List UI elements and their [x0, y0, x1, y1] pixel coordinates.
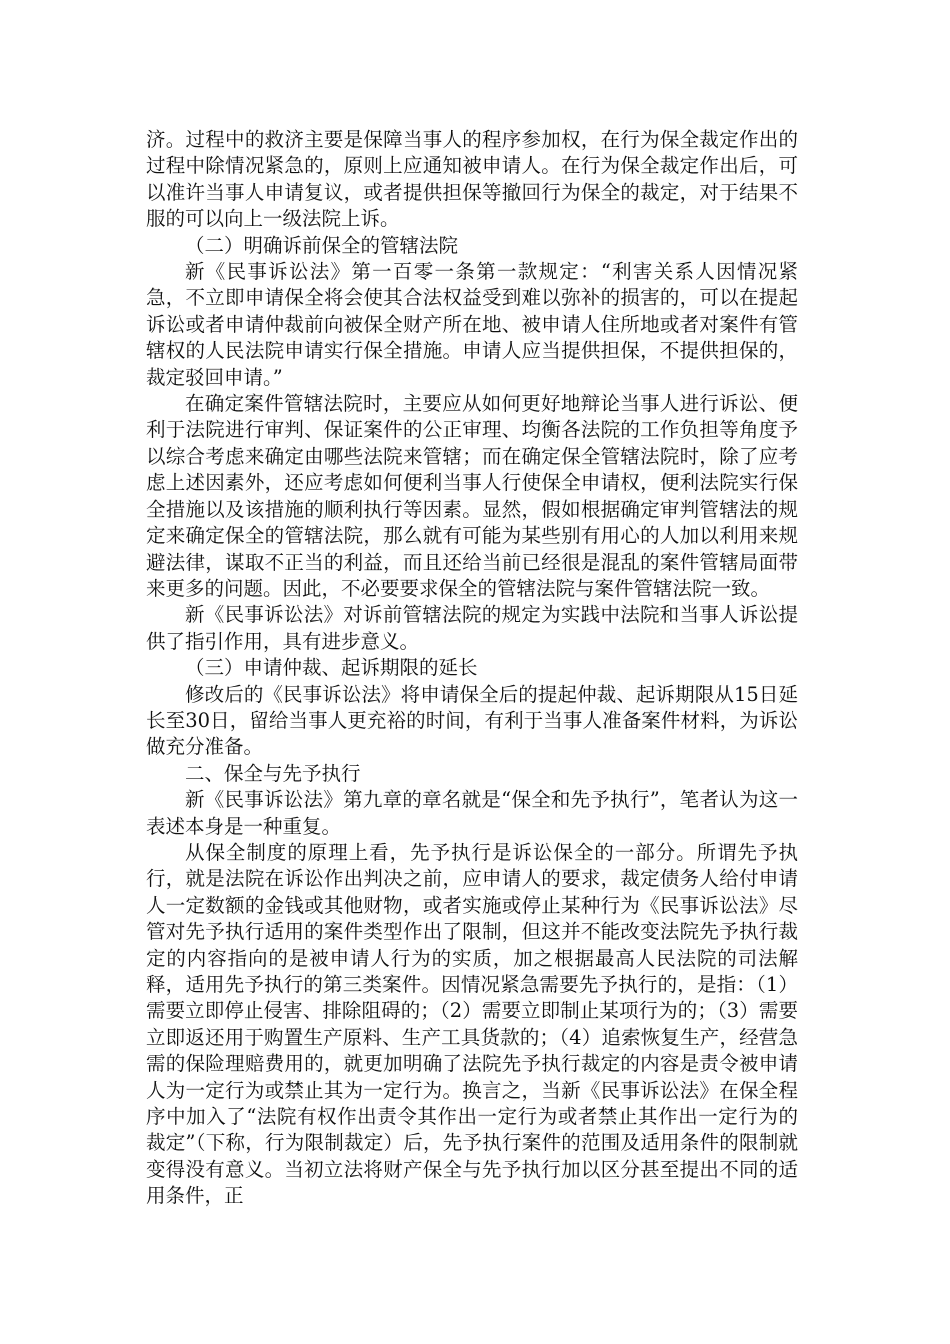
section-heading-jurisdiction: （二）明确诉前保全的管辖法院: [185, 233, 459, 257]
paragraph-continuation: 济。过程中的救济主要是保障当事人的程序参加权，在行为保全裁定作出的过程中除情况紧急的，原则上应通知被申请人。在行为保全裁定作出后，可以准许当事人申请复议，或者提供担保等撤回行为保全的裁定，对于结果不服的可以向上一级法院上诉。: [146, 128, 798, 231]
paragraph-jurisdiction-analysis: 在确定案件管辖法院时，主要应从如何更好地辩论当事人进行诉讼、便利于法院进行审判、保证案件的公正审理、均衡各法院的工作负担等角度予以综合考虑来确定由哪些法院来管辖；而在确定保全管辖法院时，除了应考虑上述因素外，还应考虑如何便利当事人行使保全申请权，便利法院实行保全措施以及该措施的顺利执行等因素。显然，假如根据确定审判管辖法的规定来确定保全的管辖法院，那么就有可能为某些别有用心的人加以利用来规避法律，谋取不正当的利益，而且还给当前已经很是混乱的案件管辖局面带来更多的问题。因此，不必要要求保全的管辖法院与案件管辖法院一致。: [146, 392, 798, 600]
paragraph-advance-execution-analysis: 从保全制度的原理上看，先予执行是诉讼保全的一部分。所谓先予执行，就是法院在诉讼作出判决之前，应申请人的要求，裁定债务人给付申请人一定数额的金钱或其他财物，或者实施或停止某种行为《民事诉讼法》尽管对先予执行适用的案件类型作出了限制，但这并不能改变法院先予执行裁定的内容指向的是被申请人行为的实质，加之根据最高人民法院的司法解释，适用先予执行的第三类案件。因情况紧急需要先予执行的，是指：（1）需要立即停止侵害、排除阻碍的；（2）需要立即制止某项行为的；（3）需要立即返还用于购置生产原料、生产工具货款的；（4）追索恢复生产，经营急需的保险理赔费用的，就更加明确了法院先予执行裁定的内容是责令被申请人为一定行为或禁止其为一定行为。换言之，当新《民事诉讼法》在保全程序中加入了“法院有权作出责令其作出一定行为或者禁止其作出一定行为的裁定”（下称，行为限制裁定）后，先予执行案件的范围及适用条件的限制就变得没有意义。当初立法将财产保全与先予执行加以区分甚至提出不同的适用条件，正: [146, 840, 798, 1208]
document-page: [146, 127, 798, 1210]
paragraph-article-101: 新《民事诉讼法》第一百零一条第一款规定：“利害关系人因情况紧急，不立即申请保全将会使其合法权益受到难以弥补的损害的，可以在提起诉讼或者申请仲裁前向被保全财产所在地、被申请人住所地或者对案件有管辖权的人民法院申请实行保全措施。申请人应当提供担保，不提供担保的，裁定驳回申请。”: [146, 260, 798, 389]
paragraph-chapter-nine: 新《民事诉讼法》第九章的章名就是“保全和先予执行”，笔者认为这一表述本身是一种重复。: [146, 788, 798, 838]
paragraph-jurisdiction-conclusion: 新《民事诉讼法》对诉前管辖法院的规定为实践中法院和当事人诉讼提供了指引作用，具有进步意义。: [146, 603, 798, 653]
paragraph-time-limit: 修改后的《民事诉讼法》将申请保全后的提起仲裁、起诉期限从15日延长至30日，留给当事人更充裕的时间，有利于当事人准备案件材料，为诉讼做充分准备。: [146, 682, 798, 759]
section-heading-time-limit: （三）申请仲裁、起诉期限的延长: [185, 656, 478, 680]
section-heading-preservation-advance-execution: 二、保全与先予执行: [185, 761, 361, 785]
